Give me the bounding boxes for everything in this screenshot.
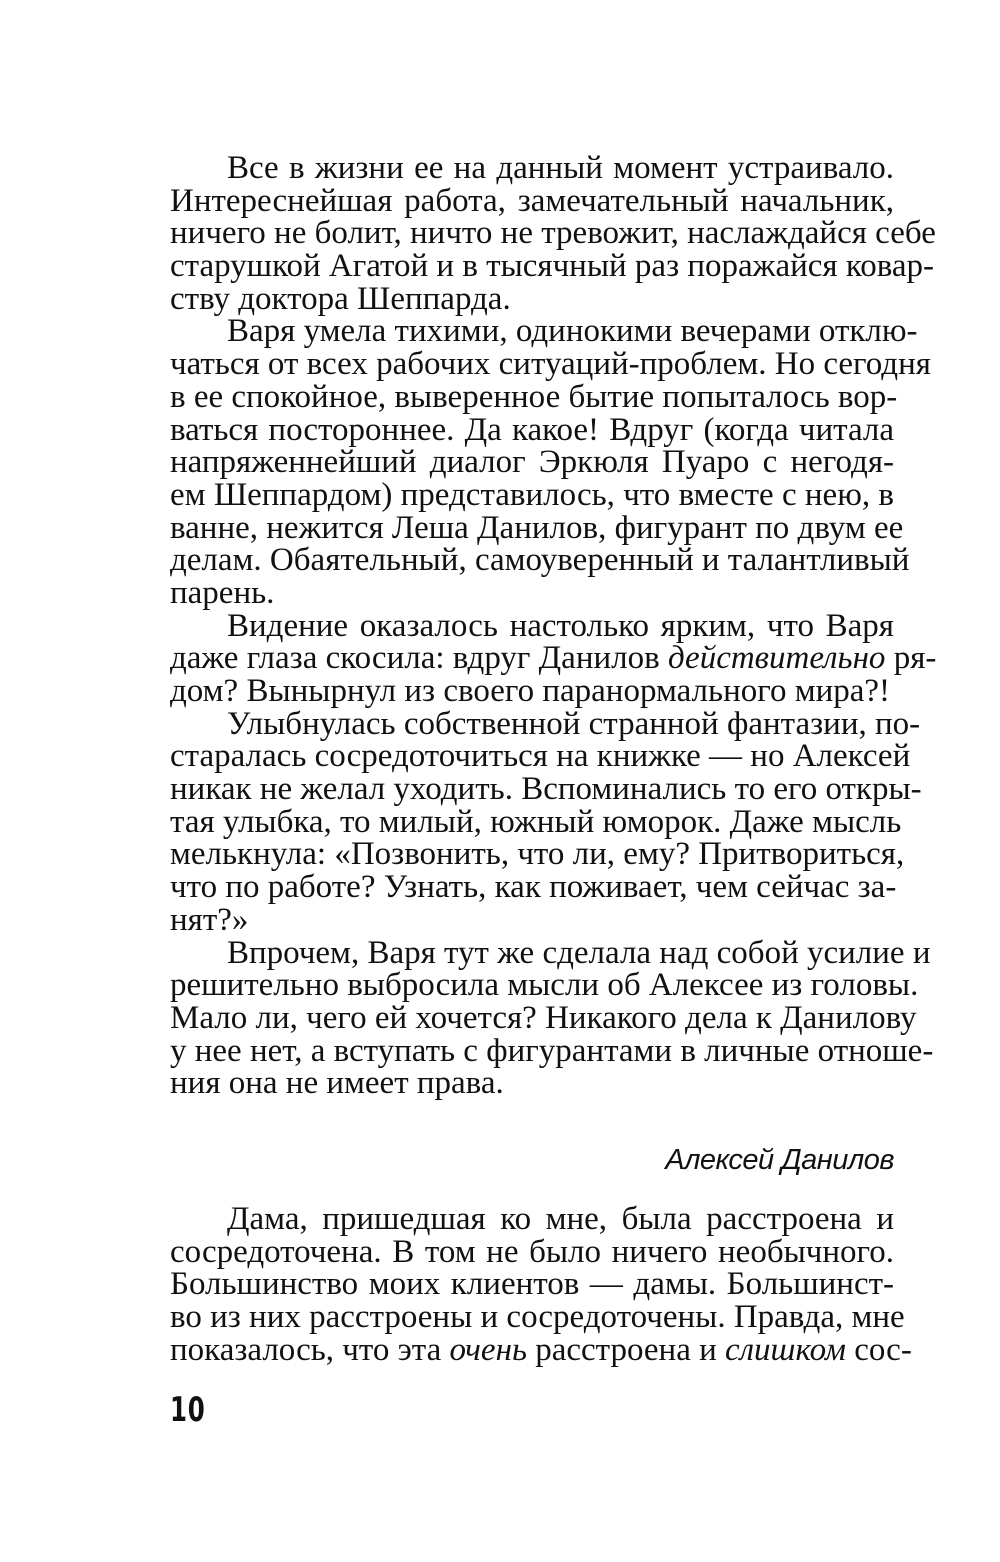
text-line: мелькнула: «Позвонить, что ли, ему? Притвориться,	[170, 836, 905, 873]
text-line: что по работе? Узнать, как поживает, чем сейчас за-	[170, 869, 897, 906]
section-body-text	[170, 1201, 912, 1368]
text-line: ем Шеппардом) представилось, что вместе с нею, в	[170, 476, 894, 513]
text-line: у нее нет, а вступать с фигурантами в личные отноше-	[170, 1032, 934, 1069]
italic-emphasis: действительно	[667, 640, 886, 677]
text-line: никак не желал уходить. Вспоминались то его откры-	[170, 771, 922, 808]
text-line: дом? Вынырнул из своего паранормального мира?!	[170, 673, 891, 709]
text-line	[170, 1331, 912, 1368]
text-segment: показалось, что эта	[170, 1331, 450, 1368]
text-segment: ря-	[885, 640, 937, 677]
page-number: 10	[170, 1390, 206, 1430]
text-line: Дама, пришедшая ко мне, была расстроена и	[227, 1201, 894, 1237]
text-line: тая улыбка, то милый, южный юморок. Даже мысль	[170, 803, 902, 840]
text-segment: сос-	[845, 1331, 912, 1368]
text-line: старалась сосредоточиться на книжке — но Алексей	[170, 738, 911, 775]
text-line: Большинство моих клиентов — дамы. Большинст-	[170, 1266, 894, 1303]
text-line: Интереснейшая работа, замечательный начальник,	[170, 182, 894, 219]
body-text	[170, 150, 937, 1102]
text-line: в ее спокойное, выверенное бытие попыталось вор-	[170, 378, 898, 415]
italic-emphasis: слишком	[725, 1331, 846, 1368]
main-text	[170, 150, 937, 1102]
text-line: Видение оказалось настолько ярким, что Варя	[227, 607, 894, 644]
text-line: Варя умела тихими, одинокими вечерами отклю-	[227, 313, 918, 350]
text-line: ния она не имеет права.	[170, 1065, 504, 1102]
text-segment: расстроена и	[526, 1331, 726, 1368]
text-line: сосредоточена. В том не было ничего необычного.	[170, 1233, 894, 1270]
text-line: чаться от всех рабочих ситуаций-проблем. Но сегодня	[170, 346, 931, 383]
text-line: Все в жизни ее на данный момент устраивало.	[227, 150, 894, 186]
text-line	[170, 640, 937, 677]
section-text	[170, 1201, 912, 1368]
italic-emphasis: очень	[449, 1331, 527, 1368]
text-line: ничего не болит, ничто не тревожит, наслаждайся себе	[170, 215, 936, 252]
text-segment: даже глаза скосила: вдруг Данилов	[170, 640, 668, 677]
text-line: делам. Обаятельный, самоуверенный и талантливый	[170, 542, 910, 579]
text-line: ваться постороннее. Да какое! Вдруг (когда читала	[170, 411, 894, 448]
text-line: Впрочем, Варя тут же сделала над собой усилие и	[227, 934, 931, 971]
text-line: ванне, нежится Леша Данилов, фигурант по двум ее	[170, 509, 904, 546]
text-line: старушкой Агатой и в тысячный раз поражайся ковар-	[170, 248, 934, 285]
text-line: во из них расстроены и сосредоточены. Правда, мне	[170, 1299, 905, 1336]
text-line: нят?»	[170, 901, 249, 938]
text-line: решительно выбросила мысли об Алексее из головы.	[170, 967, 919, 1004]
text-line: напряженнейший диалог Эркюля Пуаро с негодя-	[170, 444, 894, 481]
text-line: Улыбнулась собственной странной фантазии, по-	[227, 705, 921, 742]
text-line: ству доктора Шеппарда.	[170, 280, 511, 317]
text-line: Мало ли, чего ей хочется? Никакого дела к Данилову	[170, 999, 917, 1036]
section-heading: Алексей Данилов	[665, 1144, 894, 1176]
text-line: парень.	[170, 574, 275, 611]
